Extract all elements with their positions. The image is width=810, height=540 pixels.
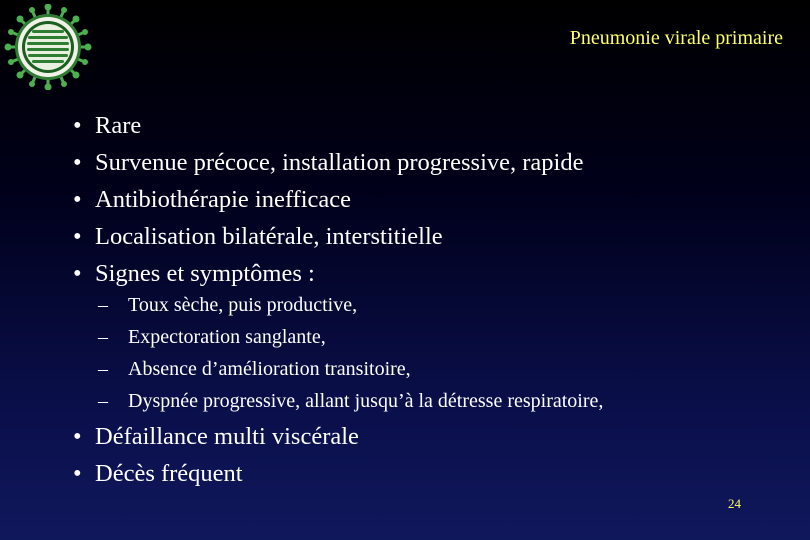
bullet-text: Rare [95, 112, 142, 139]
bullet-text: Antibiothérapie inefficace [95, 186, 351, 213]
bullet-item [73, 181, 793, 218]
bullet-list-after [73, 418, 793, 492]
bullet-marker: • [73, 112, 82, 139]
bullet-marker: • [73, 460, 82, 487]
sub-bullet-text: Toux sèche, puis productive, [128, 294, 358, 316]
bullet-item [73, 144, 793, 181]
bullet-text: Défaillance multi viscérale [95, 423, 359, 450]
sub-bullet-list [98, 289, 808, 417]
bullet-item [73, 255, 793, 292]
sub-bullet-text: Absence d’amélioration transitoire, [128, 358, 411, 380]
bullet-text: Signes et symptômes : [95, 260, 315, 287]
sub-bullet-item [98, 321, 808, 353]
bullet-item [73, 218, 793, 255]
bullet-text: Décès fréquent [95, 460, 243, 487]
sub-bullet-marker: – [98, 294, 108, 316]
bullet-item [73, 107, 793, 144]
bullet-text: Localisation bilatérale, interstitielle [95, 223, 443, 250]
sub-bullet-text: Expectoration sanglante, [128, 326, 326, 348]
bullet-list [73, 107, 793, 292]
bullet-marker: • [73, 186, 82, 213]
sub-bullet-marker: – [98, 358, 108, 380]
page-number: 24 [728, 496, 741, 511]
bullet-item [73, 455, 793, 492]
sub-bullet-text: Dyspnée progressive, allant jusqu’à la détresse respiratoire, [128, 390, 604, 412]
bullet-marker: • [73, 223, 82, 250]
bullet-marker: • [73, 260, 82, 287]
slide-title: Pneumonie virale primaire [569, 27, 783, 49]
bullet-marker: • [73, 423, 82, 450]
sub-bullet-item [98, 289, 808, 321]
virus-logo [2, 4, 94, 90]
sub-bullet-item [98, 385, 808, 417]
sub-bullet-marker: – [98, 390, 108, 412]
bullet-item [73, 418, 793, 455]
sub-bullet-item [98, 353, 808, 385]
sub-bullet-marker: – [98, 326, 108, 348]
bullet-marker: • [73, 149, 82, 176]
bullet-text: Survenue précoce, installation progressive, rapide [95, 149, 584, 176]
